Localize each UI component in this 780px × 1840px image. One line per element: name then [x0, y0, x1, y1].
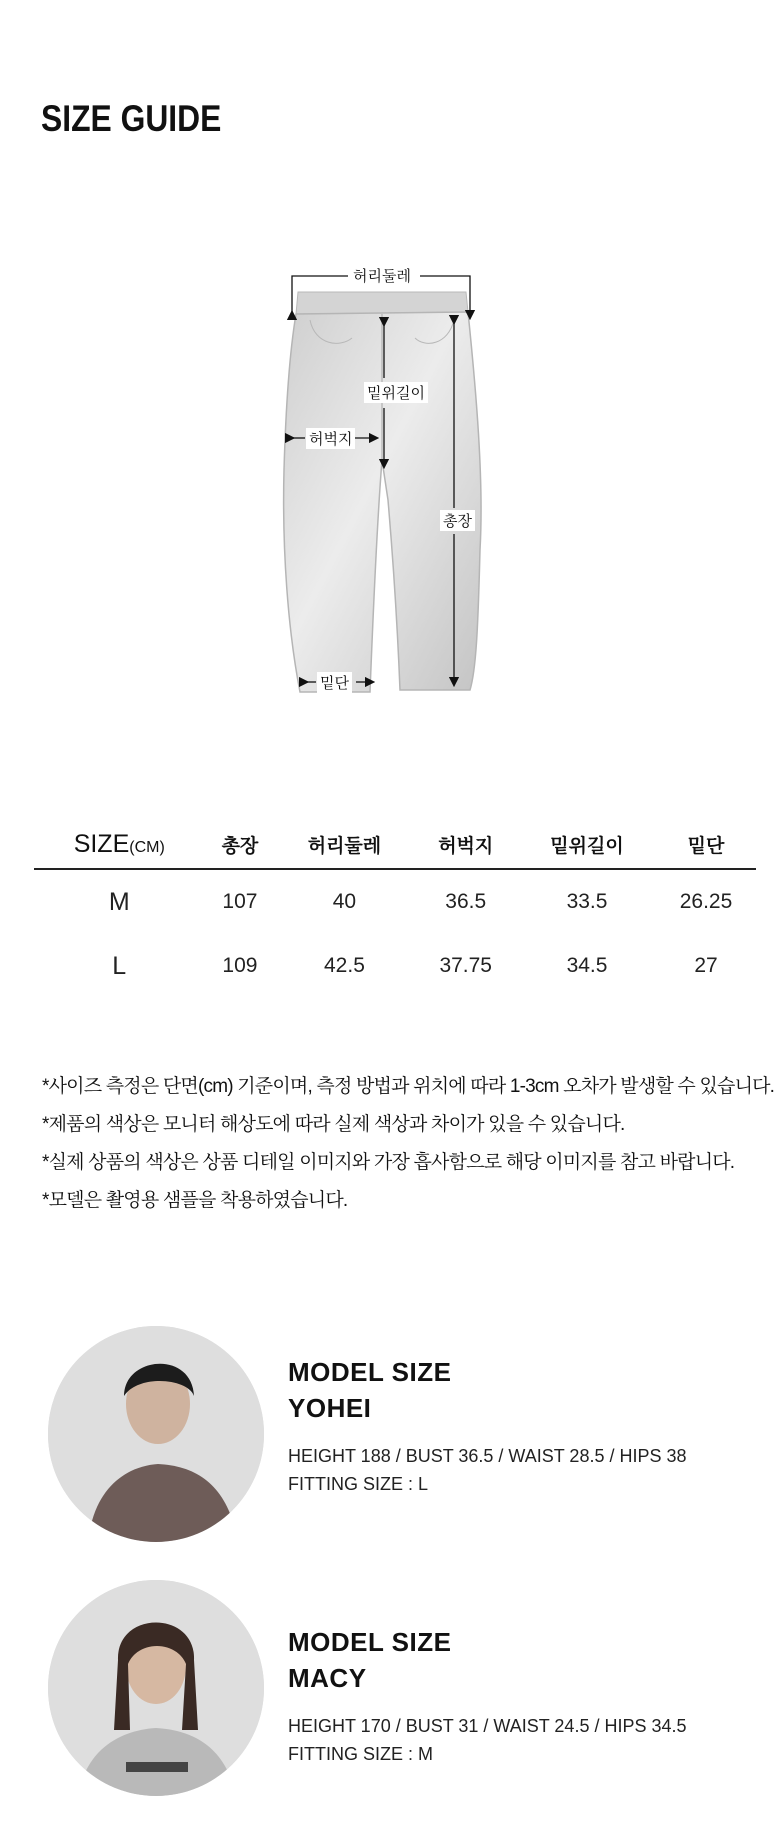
- column-header: 허벅지: [413, 820, 517, 869]
- note-line: *제품의 색상은 모니터 해상도에 따라 실제 색상과 차이가 있을 수 있습니다.: [42, 1114, 625, 1135]
- model-name: YOHEI: [288, 1393, 372, 1423]
- note-line: *모델은 촬영용 샘플을 착용하였습니다.: [42, 1190, 348, 1211]
- model-size-heading: MODEL SIZE: [288, 1627, 452, 1657]
- note-line: *실제 상품의 색상은 상품 디테일 이미지와 가장 흡사함으로 해당 이미지를 참고 바랍니다.: [42, 1152, 735, 1173]
- size-cell: L: [112, 951, 127, 980]
- table-row: [34, 869, 756, 934]
- column-header: 허리둘레: [275, 820, 413, 869]
- value-cell: 107: [222, 890, 258, 913]
- model-photo-yohei: [48, 1326, 264, 1542]
- rise-label: 밑위길이: [364, 382, 428, 403]
- value-cell: 33.5: [566, 890, 608, 913]
- waist-label: 허리둘레: [350, 265, 414, 286]
- model-photo-macy: [48, 1580, 264, 1796]
- size-table: [34, 820, 756, 998]
- page-title: SIZE GUIDE: [41, 98, 222, 139]
- column-header: 밑위길이: [518, 820, 656, 869]
- model-name: MACY: [288, 1663, 367, 1693]
- model-size-heading: MODEL SIZE: [288, 1357, 452, 1387]
- value-cell: 34.5: [566, 954, 608, 977]
- value-cell: 36.5: [445, 890, 487, 913]
- column-header: 총장: [205, 820, 276, 869]
- table-row: [34, 934, 756, 998]
- value-cell: 26.25: [679, 890, 733, 913]
- hem-label: 밑단: [317, 672, 352, 693]
- value-cell: 27: [694, 954, 718, 977]
- model-measurements: HEIGHT 188 / BUST 36.5 / WAIST 28.5 / HIPS 38: [288, 1446, 687, 1466]
- model-info-macy: [288, 1624, 687, 1768]
- value-cell: 40: [332, 890, 357, 913]
- size-column-header: SIZE(CM): [34, 820, 205, 869]
- size-table-header: [34, 820, 756, 869]
- value-cell: 42.5: [324, 954, 365, 977]
- note-line: *사이즈 측정은 단면(cm) 기준이며, 측정 방법과 위치에 따라 1-3cm 오차가 발생할 수 있습니다.: [42, 1076, 775, 1097]
- thigh-label: 허벅지: [306, 428, 355, 449]
- size-cell: M: [108, 887, 130, 916]
- model-measurements: HEIGHT 170 / BUST 31 / WAIST 24.5 / HIPS 34.5: [288, 1716, 687, 1736]
- value-cell: 37.75: [439, 954, 492, 977]
- value-cell: 109: [222, 954, 258, 977]
- size-notes: [42, 1068, 775, 1220]
- length-label: 총장: [440, 510, 475, 531]
- pants-illustration: [270, 250, 510, 710]
- pants-measurement-diagram: [270, 250, 510, 710]
- column-header: 밑단: [656, 820, 756, 869]
- fitting-size: FITTING SIZE : L: [288, 1474, 429, 1494]
- fitting-size: FITTING SIZE : M: [288, 1744, 433, 1764]
- model-info-yohei: [288, 1354, 687, 1498]
